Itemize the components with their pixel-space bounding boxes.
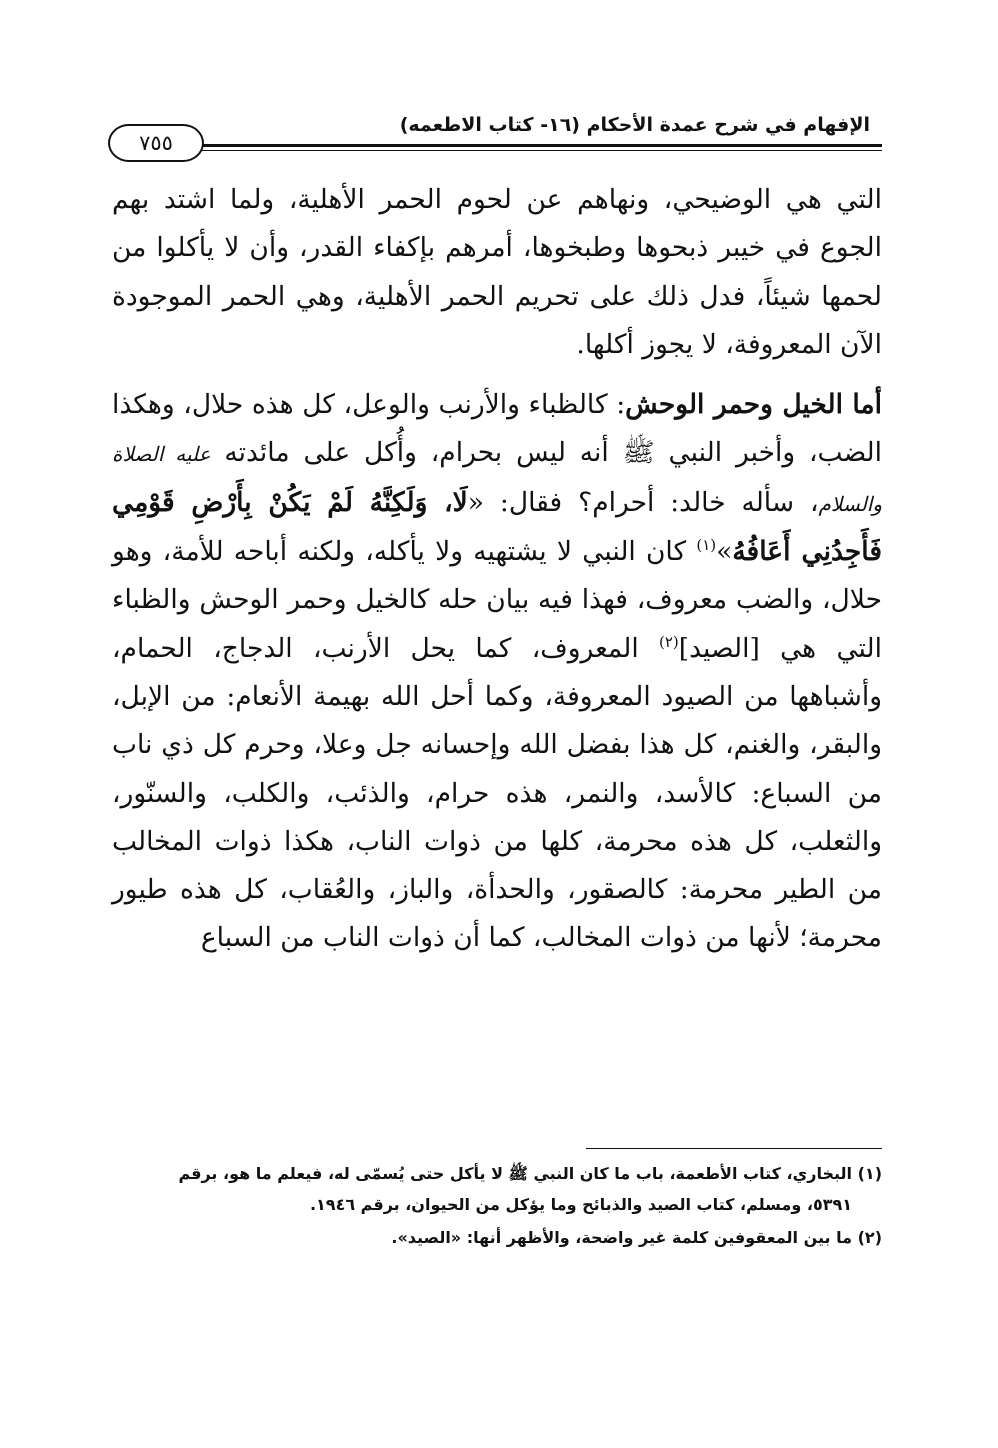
paragraph-1: التي هي الوضيحي، ونهاهم عن لحوم الحمر الأهلية، ولما اشتد بهم الجوع في خيبر ذبحوها وطبخوها، أمرهم بإكفاء القدر، وأن لا يأكلوا من لحمها شيئاً، فدل ذلك على تحريم الحمر الأهلية، وهي الحمر الموجودة الآن المعروفة، لا يجوز أكلها.: [112, 184, 882, 360]
paragraph-2-text-e: المعروف، كما يحل الأرنب، الدجاج، الحمام، وأشباهها من الصيود المعروفة، وكما أحل الله بهيمة الأنعام: من الإبل، والبقر، والغنم، كل هذا بفضل الله وإحسانه جل وعلا، وحرم كل ذي ناب من السباع: كالأسد، والنمر، هذه حرام، والذئب، والكلب، والسنّور، والثعلب، كل هذه محرمة، كلها من ذوات الناب، هكذا ذوات المخالب من الطير محرمة: كالصقور، والحدأة، والباز، والعُقاب، كل هذه طيور محرمة؛ لأنها من ذوات المخالب، كما أن ذوات الناب من السباع: [112, 632, 882, 954]
footnote-ref-2[interactable]: (٢): [659, 632, 679, 651]
page-number-badge: ٧٥٥: [108, 124, 204, 162]
footnote-1-line-2: ٥٣٩١، ومسلم، كتاب الصيد والذبائح وما يؤكل من الحيوان، برقم ١٩٤٦.: [309, 1195, 852, 1214]
honorific-phrase: عليه الصلاة والسلام: [112, 442, 883, 516]
paragraph-2-bold-lead: أما الخيل وحمر الوحش: [625, 389, 882, 421]
running-title: الإفهام في شرح عمدة الأحكام (١٦- كتاب الاطعمه): [399, 114, 870, 136]
hadith-quote: لَا، وَلَكِنَّهُ لَمْ يَكُنْ بِأَرْضِ قَوْمِي فَأَجِدُنِي أَعَافُهُ: [112, 486, 882, 568]
page-header: [108, 108, 882, 162]
header-rule-thick: [198, 144, 882, 147]
footnote-ref-1[interactable]: (١): [696, 536, 717, 555]
footnote-1-line-1: (١) البخاري، كتاب الأطعمة، باب ما كان النبي ﷺ لا يأكل حتى يُسمّى له، فيعلم ما هو، برقم: [178, 1164, 882, 1183]
body-text: [112, 176, 882, 963]
paragraph-2: [112, 381, 882, 963]
footnote-2: (٢) ما بين المعقوفين كلمة غير واضحة، والأظهر أنها: «الصيد».: [391, 1228, 882, 1247]
paragraph-2-text-c: »: [716, 536, 733, 568]
paragraph-2-text-a: : كالظباء والأرنب والوعل، كل هذه حلال، وهكذا الضب، وأخبر النبي ﷺ أنه ليس بحرام، وأُكل على مائدته: [112, 389, 882, 469]
paragraph-2-text-b: ، سأله خالد: أحرام؟ فقال: «: [467, 486, 819, 518]
header-rule-thin: [198, 150, 882, 151]
footnotes: [112, 1158, 882, 1253]
footnote-separator: [586, 1148, 882, 1149]
footnote-1: [112, 1158, 882, 1220]
paragraph-2-text-d: كان النبي لا يشتهيه ولا يأكله، ولكنه أباحه للأمة، وهو حلال، والضب معروف، فهذا فيه بيان حله كالخيل وحمر الوحش والظباء التي هي [الصيد]: [112, 536, 882, 664]
